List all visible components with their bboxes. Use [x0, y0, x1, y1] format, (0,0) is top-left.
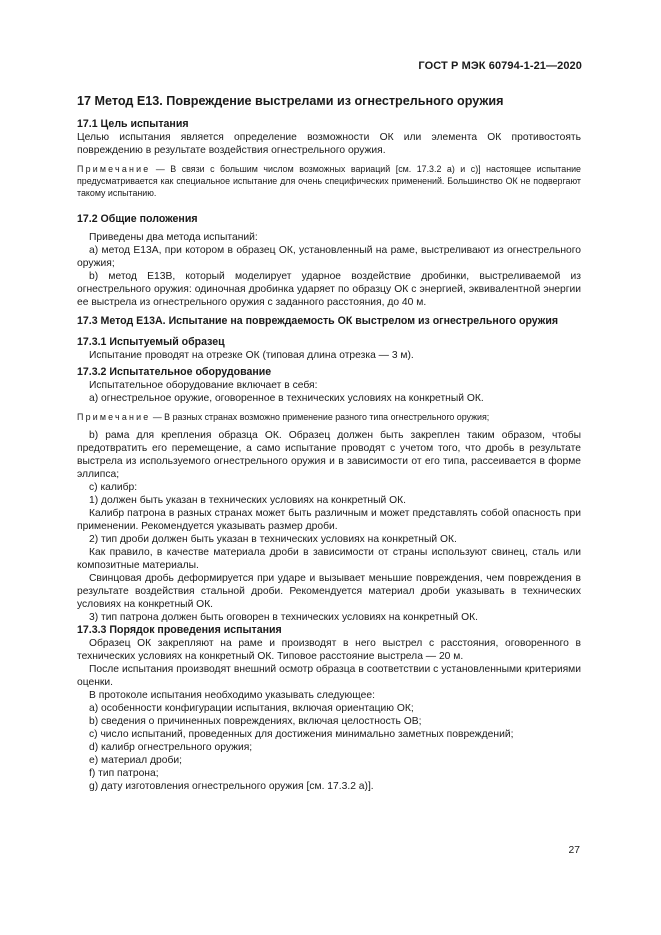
section-title: 17 Метод Е13. Повреждение выстрелами из огнестрельного оружия [77, 94, 504, 108]
note [77, 163, 581, 199]
note-lead: Примечание [77, 412, 151, 422]
paragraph: В протоколе испытания необходимо указывать следующее: [89, 690, 375, 701]
paragraph: Как правило, в качестве материала дроби в зависимости от страны используют свинец, сталь или композитные материалы. [77, 547, 581, 571]
paragraph: Образец ОК закрепляют на раме и производят в него выстрел с расстояния, оговоренного в технических условиях на конкретный ОК. Типовое расстояние выстрела — 20 м. [77, 638, 581, 662]
list-item: е) материал дроби; [89, 755, 182, 766]
note-text: — В разных странах возможно применение разного типа огнестрельного оружия; [150, 412, 490, 422]
paragraph-text: Целью испытания является определение возможности ОК или элемента ОК противостоять повреждению в результате воздействия огнестрельного оружия. [77, 132, 581, 156]
list-item: с) калибр: [89, 482, 138, 493]
section-17-1 [77, 118, 581, 199]
list-item: d) калибр огнестрельного оружия; [89, 742, 253, 753]
section-17-1-heading: 17.1 Цель испытания [77, 118, 189, 130]
list-item: b) сведения о причиненных повреждениях, включая целостность ОВ; [89, 716, 422, 727]
standard-designation: ГОСТ Р МЭК 60794-1-21—2020 [418, 60, 582, 72]
paragraph: Приведены два метода испытаний: [89, 232, 258, 243]
note [77, 411, 581, 423]
list-item: 2) тип дроби должен быть указан в технических условиях на конкретный ОК. [89, 534, 457, 545]
section-17-3 [77, 315, 581, 793]
section-17-2 [77, 213, 581, 309]
subsection-17-3-3-heading: 17.3.3 Порядок проведения испытания [77, 624, 282, 636]
list-item: с) число испытаний, проведенных для достижения минимально заметных повреждений; [89, 729, 514, 740]
list-item: b) рама для крепления образца ОК. Образец должен быть закреплен таким образом, чтобы предотвратить его перемещение, а само испытание проводят с учетом того, что дробь в результате выстрела из используемого огнестрельного оружия и в зависимости от его типа, рассеивается в форме эллипса; [77, 430, 581, 480]
list-item: g) дату изготовления огнестрельного оружия [см. 17.3.2 а)]. [89, 781, 374, 792]
page-content [77, 94, 581, 793]
section-17-2-heading: 17.2 Общие положения [77, 213, 198, 225]
note-text: — В связи с большим числом возможных вариаций [см. 17.3.2 а) и с)] настоящее испытание предусматривается как специальное испытание для очень специфических применений. Большинство ОК не подвергают такому испытанию. [77, 164, 581, 198]
subsection-17-3-1-heading: 17.3.1 Испытуемый образец [77, 336, 225, 348]
page-number: 27 [568, 845, 580, 856]
list-item: а) огнестрельное оружие, оговоренное в технических условиях на конкретный ОК. [89, 393, 484, 404]
subsection-17-3-2-heading: 17.3.2 Испытательное оборудование [77, 366, 272, 378]
paragraph: Испытательное оборудование включает в себя: [89, 380, 318, 391]
paragraph: Испытание проводят на отрезке ОК (типовая длина отрезка — 3 м). [89, 350, 414, 361]
list-item: f) тип патрона; [89, 768, 159, 779]
list-item: 1) должен быть указан в технических условиях на конкретный ОК. [89, 495, 406, 506]
paragraph: Свинцовая дробь деформируется при ударе и вызывает меньшие повреждения, чем повреждения в результате воздействия стальной дроби. Рекомендуется материал дроби указывать в технических условиях на конкретный ОК. [77, 573, 581, 610]
paragraph [77, 131, 581, 157]
section-17-3-heading: 17.3 Метод Е13А. Испытание на повреждаемость ОК выстрелом из огнестрельного оружия [77, 315, 559, 327]
list-item: 3) тип патрона должен быть оговорен в технических условиях на конкретный ОК. [89, 612, 478, 623]
list-item: а) особенности конфигурации испытания, включая ориентацию ОК; [89, 703, 414, 714]
note-lead: Примечание [77, 164, 151, 174]
list-item: а) метод Е13А, при котором в образец ОК, установленный на раме, выстреливают из огнестрельного оружия; [77, 245, 581, 269]
list-item: b) метод Е13В, который моделирует ударное воздействие дробинки, выстреливаемой из огнестрельного оружия: одиночная дробинка ударяет по образцу ОК с энергией, эквивалентной энергии ее выстрела из огнестрельного оружия с заданного расстояния, до 40 м. [77, 271, 581, 308]
paragraph: Калибр патрона в разных странах может быть различным и может представлять собой опасность при применении. Рекомендуется указывать размер дроби. [77, 508, 581, 532]
paragraph: После испытания производят внешний осмотр образца в соответствии с установленными критериями оценки. [77, 664, 581, 688]
